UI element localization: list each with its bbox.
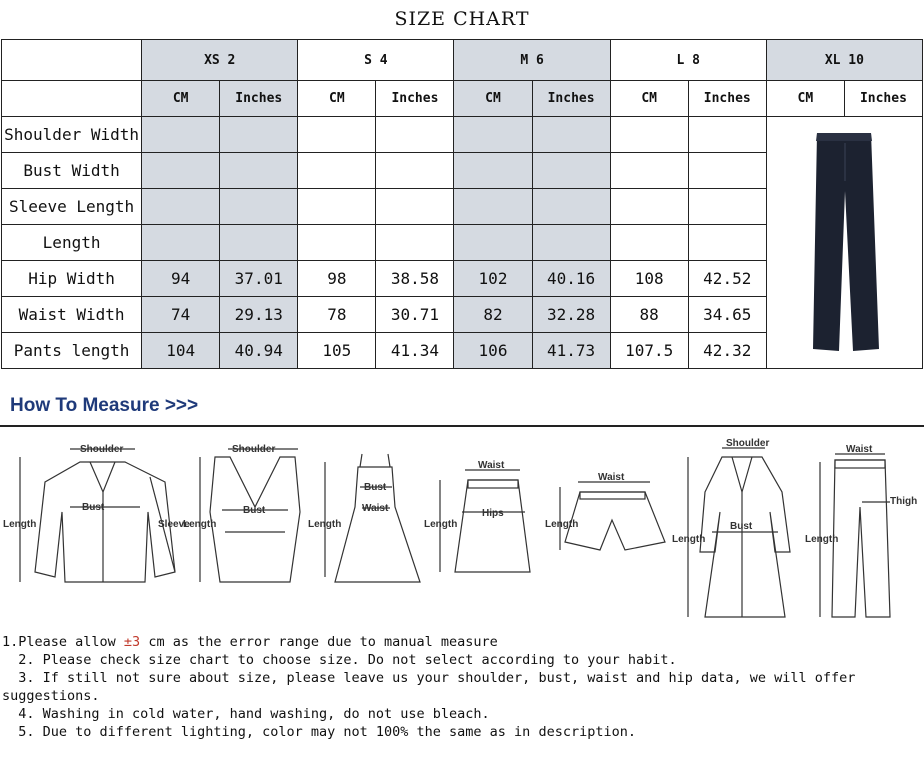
cell: 42.32 — [688, 333, 766, 369]
cell: 74 — [142, 297, 220, 333]
cell — [532, 189, 610, 225]
cell — [298, 189, 376, 225]
label-waist: Waist — [846, 444, 873, 455]
how-to-measure-figures — [0, 432, 924, 632]
unit-inches: Inches — [688, 81, 766, 117]
label-length: Length — [183, 519, 217, 530]
label-bust: Bust — [243, 505, 266, 516]
cell: 78 — [298, 297, 376, 333]
note-3: 3. If still not sure about size, please leave us your shoulder, bust, waist and hip data, we will offer suggestions. — [2, 670, 864, 704]
pants-icon — [769, 121, 919, 361]
label-sleeve: Sleeve — [158, 519, 190, 530]
size-header-l: L 8 — [610, 40, 766, 81]
label-length: Length — [308, 519, 342, 530]
unit-cm: CM — [142, 81, 220, 117]
label-length: Length — [672, 534, 706, 545]
row-label: Length — [2, 225, 142, 261]
unit-inches: Inches — [376, 81, 454, 117]
cell — [688, 189, 766, 225]
cell — [376, 225, 454, 261]
label-waist: Waist — [362, 503, 389, 514]
divider — [0, 425, 924, 427]
label-waist: Waist — [598, 472, 625, 483]
cell — [298, 225, 376, 261]
unit-inches: Inches — [220, 81, 298, 117]
size-header-xl: XL 10 — [766, 40, 922, 81]
cell — [220, 153, 298, 189]
cell — [142, 117, 220, 153]
cell: 106 — [454, 333, 532, 369]
row-label: Hip Width — [2, 261, 142, 297]
cell: 107.5 — [610, 333, 688, 369]
label-bust: Bust — [82, 502, 105, 513]
unit-cm: CM — [454, 81, 532, 117]
cell: 34.65 — [688, 297, 766, 333]
row-label: Waist Width — [2, 297, 142, 333]
label-length: Length — [805, 534, 839, 545]
cell — [688, 225, 766, 261]
cell — [454, 189, 532, 225]
unit-header-row — [2, 81, 923, 117]
error-range: ±3 — [123, 634, 141, 650]
cell: 32.28 — [532, 297, 610, 333]
label-length: Length — [3, 519, 37, 530]
dress-icon — [325, 454, 420, 582]
label-shoulder: Shoulder — [80, 444, 124, 455]
cell: 41.73 — [532, 333, 610, 369]
note-1: 1.Please allow ±3 cm as the error range due to manual measure — [2, 634, 498, 650]
cell — [688, 153, 766, 189]
cell: 40.16 — [532, 261, 610, 297]
corner-cell — [2, 40, 142, 81]
cell: 82 — [454, 297, 532, 333]
label-length: Length — [424, 519, 458, 530]
cell — [532, 153, 610, 189]
cell — [610, 117, 688, 153]
cell: 88 — [610, 297, 688, 333]
cell — [220, 225, 298, 261]
cell — [454, 153, 532, 189]
cell — [610, 225, 688, 261]
row-label: Sleeve Length — [2, 189, 142, 225]
cell: 38.58 — [376, 261, 454, 297]
shorts-icon — [560, 482, 665, 550]
cell: 30.71 — [376, 297, 454, 333]
corner-cell — [2, 81, 142, 117]
label-hips: Hips — [482, 508, 504, 519]
size-chart-table — [1, 39, 923, 369]
cell — [376, 117, 454, 153]
cell — [376, 189, 454, 225]
note-2: 2. Please check size chart to choose size. Do not select according to your habit. — [2, 652, 677, 668]
label-thigh: Thigh — [890, 496, 918, 507]
row-label: Bust Width — [2, 153, 142, 189]
cell — [532, 117, 610, 153]
cell: 98 — [298, 261, 376, 297]
cell — [688, 117, 766, 153]
cell — [454, 225, 532, 261]
label-waist: Waist — [478, 460, 505, 471]
cell — [610, 153, 688, 189]
cell: 40.94 — [220, 333, 298, 369]
label-bust: Bust — [364, 482, 387, 493]
note-5: 5. Due to different lighting, color may not 100% the same as in description. — [2, 724, 636, 740]
size-header-s: S 4 — [298, 40, 454, 81]
cell: 105 — [298, 333, 376, 369]
cell — [532, 225, 610, 261]
cell — [610, 189, 688, 225]
unit-cm: CM — [610, 81, 688, 117]
label-length: Length — [545, 519, 579, 530]
cell: 94 — [142, 261, 220, 297]
unit-inches: Inches — [532, 81, 610, 117]
row-label: Shoulder Width — [2, 117, 142, 153]
cell: 42.52 — [688, 261, 766, 297]
cell: 29.13 — [220, 297, 298, 333]
how-to-measure-title: How To Measure >>> — [10, 395, 199, 416]
unit-cm: CM — [298, 81, 376, 117]
cell — [142, 153, 220, 189]
cell — [298, 153, 376, 189]
cell: 102 — [454, 261, 532, 297]
cell: 108 — [610, 261, 688, 297]
cell: 41.34 — [376, 333, 454, 369]
unit-inches: Inches — [844, 81, 922, 117]
unit-cm: CM — [766, 81, 844, 117]
cell — [220, 189, 298, 225]
table-row — [2, 117, 923, 153]
cell — [142, 225, 220, 261]
cell: 104 — [142, 333, 220, 369]
size-header-row — [2, 40, 923, 81]
size-header-m: M 6 — [454, 40, 610, 81]
label-bust: Bust — [730, 521, 753, 532]
pants-image — [766, 117, 922, 369]
page-title: SIZE CHART — [394, 8, 530, 30]
cell — [454, 117, 532, 153]
notes-list — [2, 633, 922, 741]
size-header-xs: XS 2 — [142, 40, 298, 81]
cell — [220, 117, 298, 153]
label-shoulder: Shoulder — [726, 438, 770, 449]
row-label: Pants length — [2, 333, 142, 369]
blouse-icon — [20, 449, 175, 582]
note-4: 4. Washing in cold water, hand washing, do not use bleach. — [2, 706, 490, 722]
coat-icon — [688, 448, 790, 617]
cell: 37.01 — [220, 261, 298, 297]
cell — [376, 153, 454, 189]
cell — [298, 117, 376, 153]
label-shoulder: Shoulder — [232, 444, 276, 455]
cell — [142, 189, 220, 225]
